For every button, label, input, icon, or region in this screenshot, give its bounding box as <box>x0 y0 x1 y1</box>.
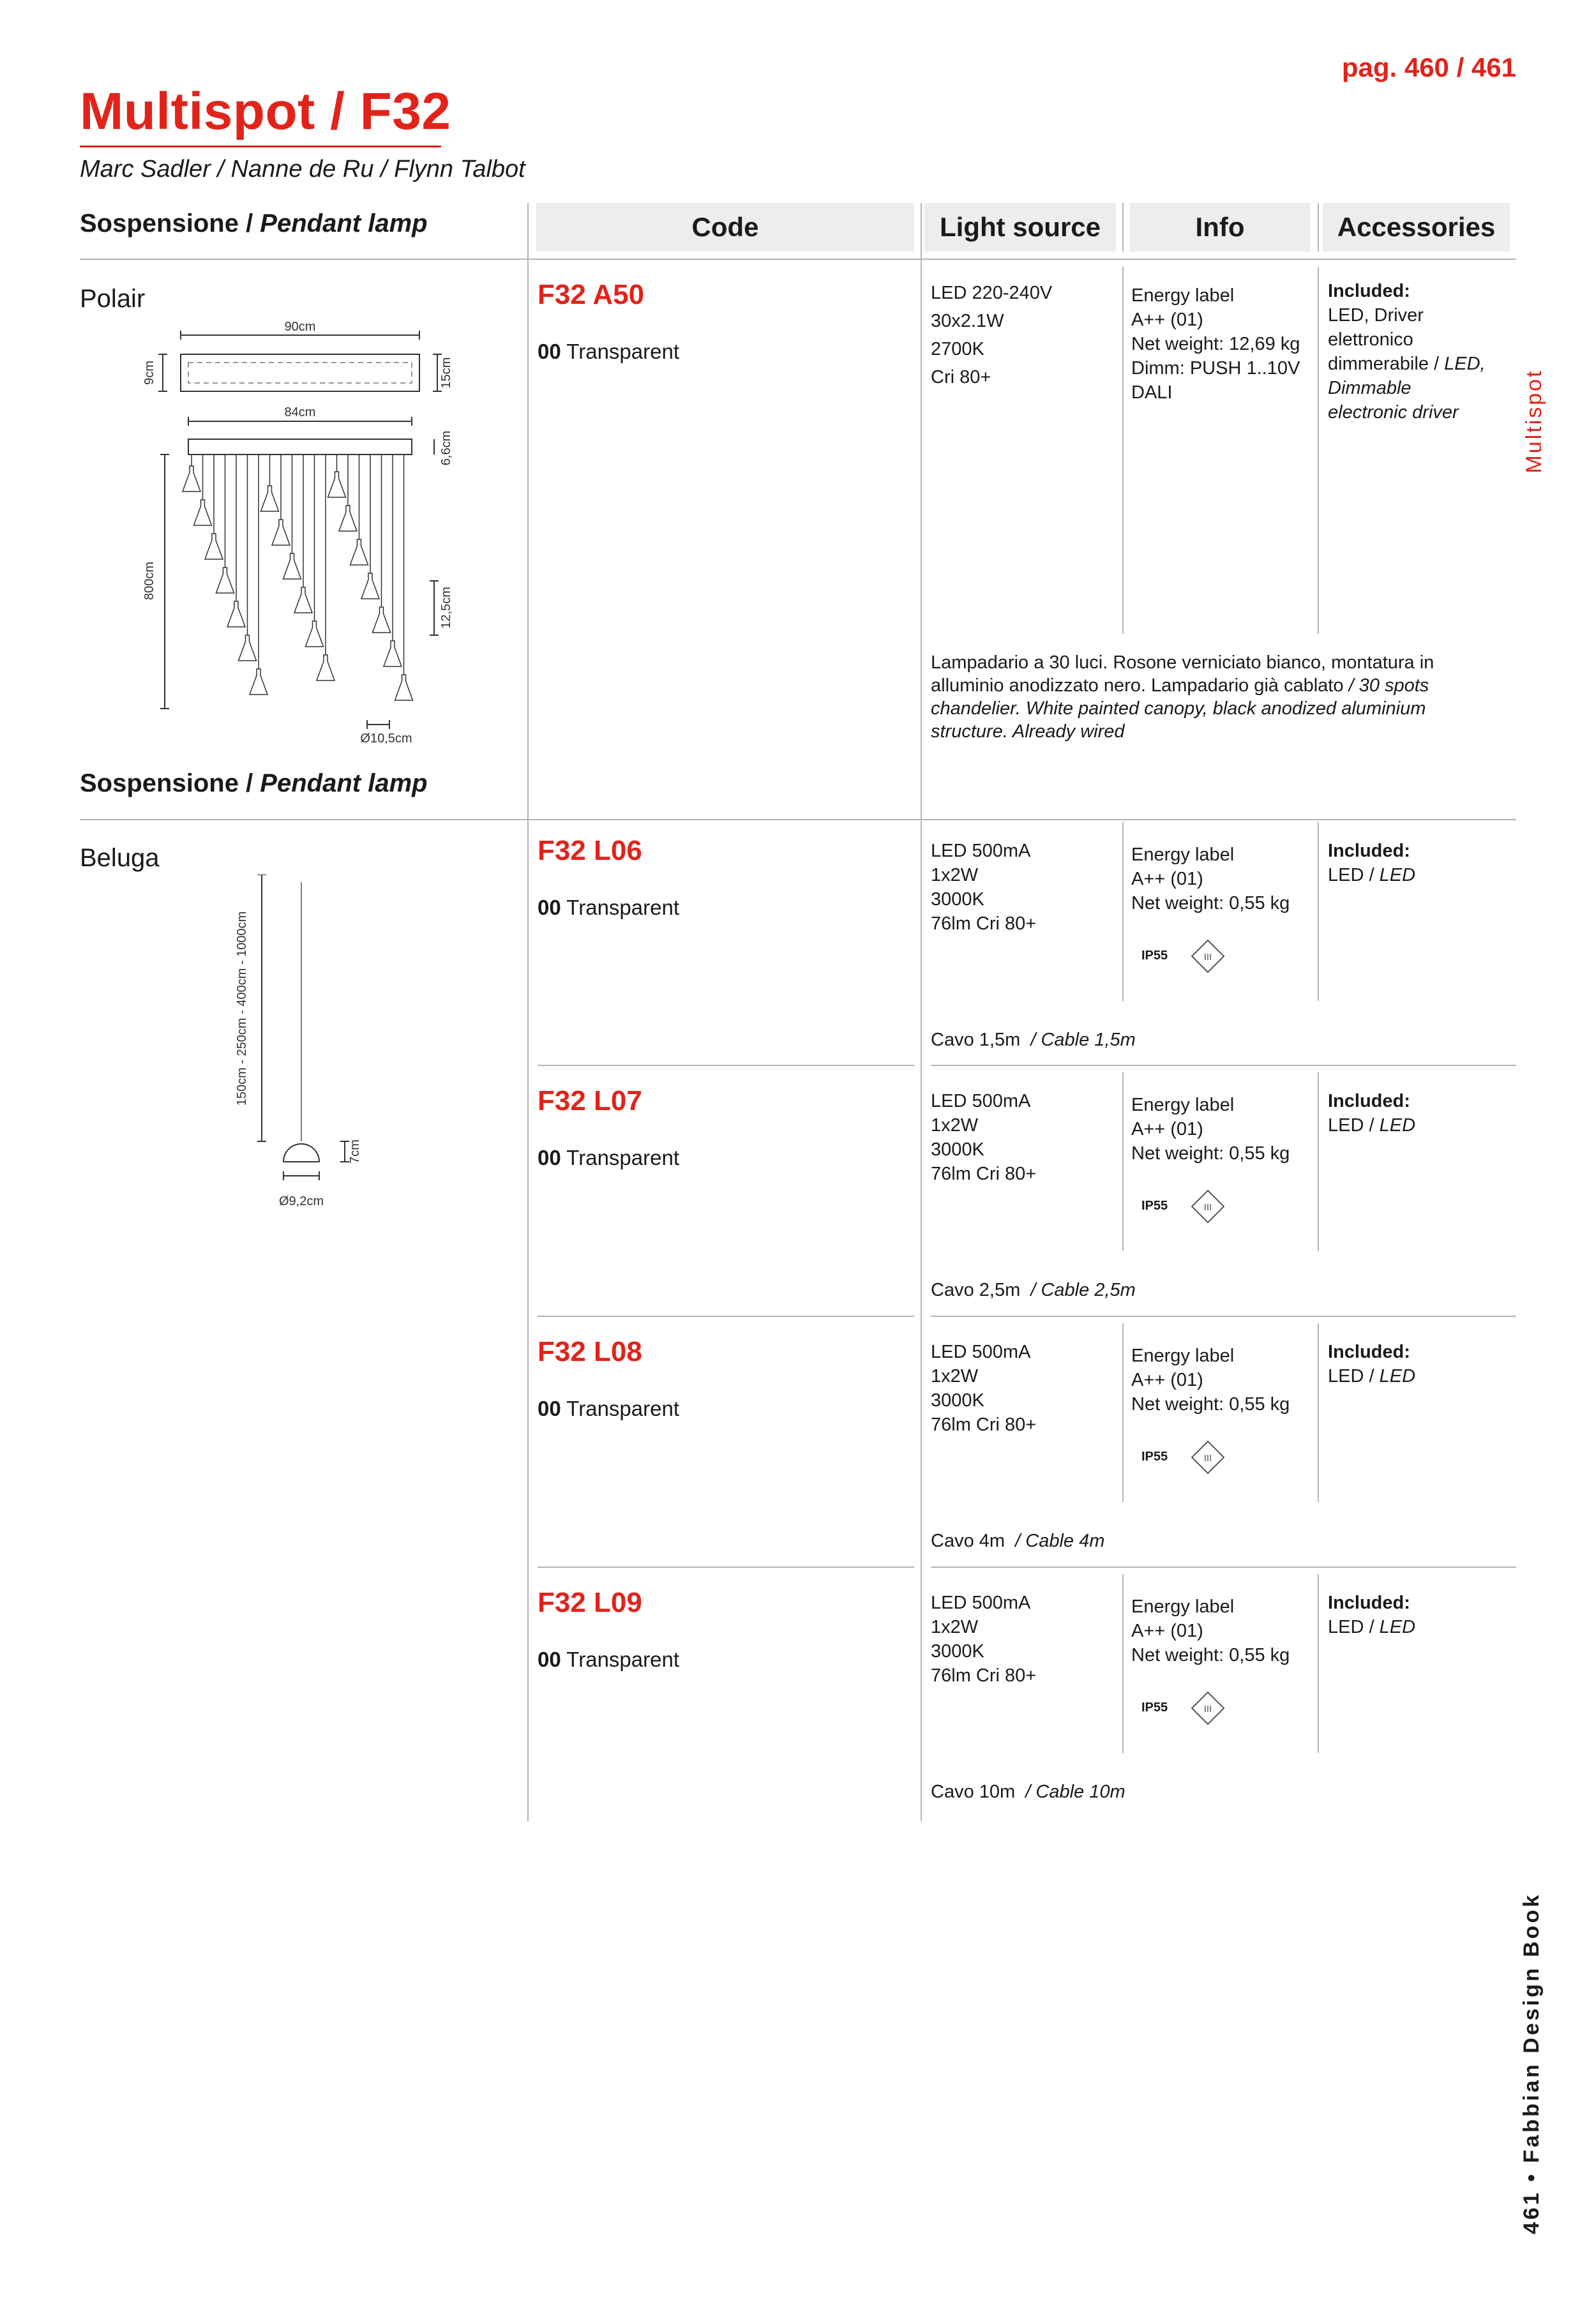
column-divider-accessories <box>1318 1574 1319 1753</box>
info-line: Energy label <box>1131 1346 1235 1366</box>
finish <box>538 1648 679 1672</box>
class-label: III <box>1203 1202 1212 1213</box>
class-label: III <box>1203 1453 1212 1464</box>
spot-shade <box>205 534 223 559</box>
cable-en: / Cable 10m <box>1025 1782 1125 1802</box>
title-underline <box>80 146 441 147</box>
info-line: A++ (01) <box>1131 1370 1203 1390</box>
spot-shade <box>384 641 402 666</box>
light-source-line: 1x2W <box>931 865 979 885</box>
dim-width-canopy: 84cm <box>284 405 316 419</box>
product-code: F32 L06 <box>538 835 642 866</box>
spot-shade <box>361 573 379 599</box>
section-title-en: Pendant lamp <box>260 209 428 237</box>
light-source-line: 2700K <box>931 339 984 359</box>
acc-it: LED, Driver elettronico dimmerabile / <box>1328 305 1440 374</box>
acc-title: Included: <box>1328 1091 1410 1111</box>
product-code: F32 L07 <box>538 1085 642 1116</box>
row-rule <box>538 1316 914 1317</box>
light-source-line: LED 220-240V <box>931 283 1053 303</box>
dim-height-top: 9cm <box>142 361 156 385</box>
light-source-line: 1x2W <box>931 1617 979 1637</box>
spot-array <box>183 455 413 700</box>
light-source-line: 3000K <box>931 889 984 910</box>
accessories <box>1328 279 1487 424</box>
column-header-light-source: Light source <box>924 203 1116 252</box>
light-source-line: 3000K <box>931 1139 984 1160</box>
accessories <box>1328 1340 1415 1388</box>
info-line: Energy label <box>1131 1095 1235 1115</box>
column-divider-info <box>1122 1072 1124 1251</box>
column-divider-info <box>1122 822 1124 1001</box>
product-code: F32 L08 <box>538 1336 642 1367</box>
row-rule <box>931 1566 1516 1568</box>
cable-en: / Cable 2,5m <box>1030 1280 1136 1300</box>
info-line: Energy label <box>1131 285 1235 306</box>
finish-code: 00 <box>538 1648 561 1671</box>
description-en: / 30 spots chandelier. White painted canopy, black anodized aluminium structure. Already wired <box>931 675 1429 742</box>
spot-shade <box>261 486 279 511</box>
acc-title: Included: <box>1328 281 1410 301</box>
product-code: F32 A50 <box>538 279 645 310</box>
light-source-line: 76lm Cri 80+ <box>931 1665 1037 1686</box>
info <box>1131 1344 1290 1416</box>
info <box>1131 283 1316 405</box>
finish-name: Transparent <box>566 1146 679 1169</box>
finish-code: 00 <box>538 896 561 919</box>
light-source-line: 30x2.1W <box>931 311 1004 331</box>
info-line: Energy label <box>1131 845 1235 865</box>
column-divider-info <box>1122 1323 1124 1502</box>
spot-shade <box>283 553 301 579</box>
column-divider-accessories <box>1318 267 1319 634</box>
finish-name: Transparent <box>566 1397 679 1420</box>
finish-name: Transparent <box>566 340 679 363</box>
spot-shade <box>339 506 357 531</box>
column-header-code: Code <box>536 203 914 252</box>
acc-en: LED <box>1379 1617 1416 1637</box>
column-divider-info <box>1122 1574 1124 1753</box>
dim-height: 7cm <box>348 1139 362 1164</box>
ip-rating: IP55 <box>1141 1199 1168 1213</box>
finish-name: Transparent <box>566 896 679 919</box>
light-source-line: 76lm Cri 80+ <box>931 1415 1037 1435</box>
light-source <box>931 1340 1036 1437</box>
light-source-line: LED 500mA <box>931 1342 1031 1362</box>
acc-title: Included: <box>1328 841 1410 861</box>
column-divider-info-head <box>1122 203 1124 252</box>
light-source-line: Cri 80+ <box>931 367 991 387</box>
dim-overall-height: 800cm <box>142 561 156 601</box>
column-header-info: Info <box>1130 203 1310 252</box>
side-category-tab <box>1522 357 1560 485</box>
finish <box>538 340 679 364</box>
designers: Marc Sadler / Nanne de Ru / Flynn Talbot <box>80 156 525 183</box>
dim-diameter: Ø10,5cm <box>360 732 412 746</box>
spot-shade <box>328 472 346 497</box>
column-divider-accessories <box>1318 1072 1319 1251</box>
spot-shade <box>306 621 324 647</box>
accessories <box>1328 1089 1415 1138</box>
spot-shade <box>227 601 245 627</box>
light-source <box>931 1591 1036 1688</box>
section-title: Sospensione / Pendant lamp <box>80 209 428 237</box>
row-rule <box>931 1065 1516 1066</box>
finish-code: 00 <box>538 1146 561 1169</box>
section-rule <box>80 819 1516 820</box>
spot-shade <box>294 587 312 613</box>
info-line: Net weight: 0,55 kg <box>1131 1143 1290 1164</box>
info <box>1131 1595 1290 1667</box>
side-category-label: Multispot <box>1522 369 1546 474</box>
finish-code: 00 <box>538 1397 561 1420</box>
spot-shade <box>250 669 267 695</box>
class-iii-icon <box>1190 1189 1226 1224</box>
cable-length <box>931 1529 1104 1553</box>
light-source <box>931 1089 1036 1186</box>
dim-spot-height: 12,5cm <box>439 587 453 629</box>
ip-rating: IP55 <box>1141 1450 1168 1464</box>
acc-it: LED / <box>1328 1115 1374 1136</box>
polair-technical-drawing <box>128 313 485 747</box>
class-iii-icon <box>1190 1690 1226 1726</box>
light-source-line: LED 500mA <box>931 1593 1031 1613</box>
spot-shade <box>194 500 212 525</box>
acc-en: LED <box>1379 1115 1416 1136</box>
accessories <box>1328 1591 1415 1639</box>
beluga-technical-drawing <box>217 875 383 1219</box>
finish-code: 00 <box>538 340 561 363</box>
column-header-accessories: Accessories <box>1323 203 1510 252</box>
cable-length <box>931 1278 1136 1302</box>
info-line: Net weight: 0,55 kg <box>1131 893 1290 913</box>
acc-title: Included: <box>1328 1342 1410 1362</box>
light-source <box>931 279 1052 391</box>
cable-it: Cavo 1,5m <box>931 1030 1021 1050</box>
spot-shade <box>183 466 200 492</box>
info-line: Net weight: 12,69 kg <box>1131 334 1300 354</box>
product-code: F32 L09 <box>538 1587 642 1618</box>
info-line: Net weight: 0,55 kg <box>1131 1394 1290 1415</box>
light-source-line: 1x2W <box>931 1366 979 1386</box>
column-divider-accessories <box>1318 1323 1319 1502</box>
spot-shade <box>239 635 257 661</box>
finish <box>538 896 679 920</box>
cable-length <box>931 1028 1136 1052</box>
column-divider-light <box>921 203 922 1821</box>
info-line: A++ (01) <box>1131 869 1203 889</box>
dim-diameter: Ø9,2cm <box>278 1194 324 1208</box>
info-line: A++ (01) <box>1131 1119 1203 1139</box>
cable-it: Cavo 4m <box>931 1531 1005 1551</box>
spot-shade <box>272 520 290 545</box>
acc-it: LED / <box>1328 865 1374 885</box>
light-source-line: 1x2W <box>931 1115 979 1136</box>
class-iii-icon <box>1190 1439 1226 1475</box>
row-rule <box>538 1065 914 1066</box>
light-source-line: 3000K <box>931 1390 984 1411</box>
acc-it: LED / <box>1328 1617 1374 1637</box>
spot-shade <box>216 567 234 593</box>
spot-shade <box>317 655 335 680</box>
cable-length <box>931 1780 1125 1804</box>
acc-it: LED / <box>1328 1366 1374 1386</box>
description <box>931 651 1505 743</box>
info-line: Net weight: 0,55 kg <box>1131 1645 1290 1665</box>
class-iii-icon <box>1190 938 1226 974</box>
row-rule <box>931 1316 1516 1317</box>
accessories <box>1328 839 1415 887</box>
info-line: Energy label <box>1131 1597 1235 1617</box>
column-divider-accessories <box>1318 822 1319 1001</box>
acc-en: LED <box>1379 1366 1416 1386</box>
dim-width-top: 90cm <box>284 320 316 334</box>
spot-shade <box>395 675 413 700</box>
row-rule <box>538 1566 914 1568</box>
acc-en: LED, Dimmable electronic driver <box>1328 354 1486 423</box>
light-source-line: LED 500mA <box>931 841 1031 861</box>
light-source <box>931 839 1036 936</box>
light-source-line: 76lm Cri 80+ <box>931 913 1037 934</box>
spot-shade <box>373 607 391 633</box>
info-line: A++ (01) <box>1131 310 1203 330</box>
class-label: III <box>1203 1704 1212 1715</box>
family-name: Beluga <box>80 844 160 872</box>
column-divider-info <box>1122 267 1124 634</box>
dim-cable-lengths: 150cm - 250cm - 400cm - 1000cm <box>235 911 249 1106</box>
page-title: Multispot / F32 <box>80 82 451 140</box>
cable-it: Cavo 10m <box>931 1782 1016 1802</box>
acc-title: Included: <box>1328 1593 1410 1613</box>
info-line: A++ (01) <box>1131 1621 1203 1641</box>
section-title-it: Sospensione <box>80 209 239 237</box>
column-divider-code <box>527 203 529 1821</box>
cable-en: / Cable 1,5m <box>1030 1030 1136 1050</box>
light-source-line: LED 500mA <box>931 1091 1031 1111</box>
dim-height-top-right: 15cm <box>439 357 453 389</box>
finish <box>538 1146 679 1170</box>
side-book-tab <box>1519 1892 1558 2234</box>
finish-name: Transparent <box>566 1648 679 1671</box>
page-reference: pag. 460 / 461 <box>1341 52 1516 82</box>
side-book-label: 461 • Fabbian Design Book <box>1519 1892 1544 2234</box>
section-title-en: Pendant lamp <box>260 769 428 797</box>
acc-en: LED <box>1379 865 1416 885</box>
description-it: Lampadario a 30 luci. Rosone verniciato bianco, montatura in alluminio anodizzato nero. Lampadario già cablato <box>931 652 1434 696</box>
light-source-line: 3000K <box>931 1641 984 1662</box>
class-label: III <box>1203 952 1212 963</box>
cable-it: Cavo 2,5m <box>931 1280 1021 1300</box>
info <box>1131 843 1290 915</box>
column-divider-acc-head <box>1318 203 1319 252</box>
section-title-it: Sospensione <box>80 769 239 797</box>
spot-shade <box>350 539 368 565</box>
ip-rating: IP55 <box>1141 1701 1168 1715</box>
header-rule <box>80 259 1516 260</box>
section-title: Sospensione / Pendant lamp <box>80 769 428 797</box>
dim-canopy-height: 6,6cm <box>439 430 453 466</box>
family-name: Polair <box>80 285 146 313</box>
info-line: Dimm: PUSH 1..10V DALI <box>1131 358 1300 403</box>
info <box>1131 1093 1290 1166</box>
finish <box>538 1397 679 1421</box>
light-source-line: 76lm Cri 80+ <box>931 1164 1037 1184</box>
cable-en: / Cable 4m <box>1015 1531 1105 1551</box>
ip-rating: IP55 <box>1141 949 1168 963</box>
